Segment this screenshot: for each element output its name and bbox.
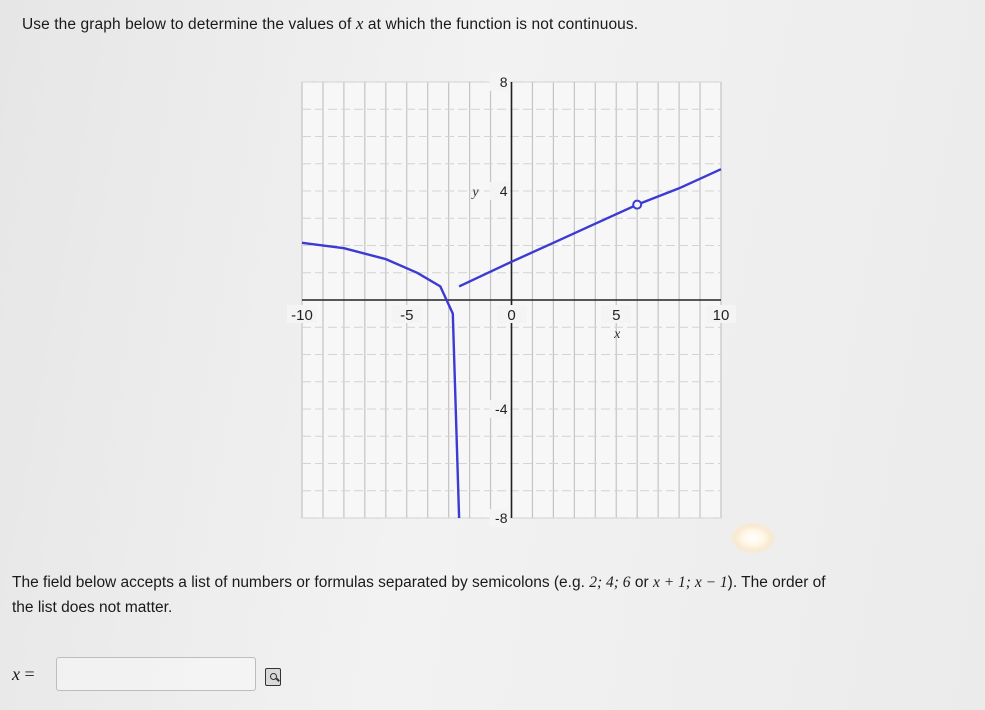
preview-icon[interactable] xyxy=(265,668,281,686)
y-tick-label: 4 xyxy=(499,183,508,199)
x-tick-label: -5 xyxy=(400,307,414,324)
instructions-line1-end: ). The order of xyxy=(727,574,826,591)
answer-label-equals: = xyxy=(20,664,35,684)
answer-label-variable: x xyxy=(12,664,20,684)
x-axis-label: x xyxy=(614,327,621,342)
instructions-example-numbers: 2; 4; 6 xyxy=(589,574,631,591)
question-variable: x xyxy=(355,14,364,33)
question-text-after: at which the function is not continuous. xyxy=(363,16,639,33)
open-point xyxy=(633,201,641,209)
y-tick-label: -8 xyxy=(495,510,508,526)
instructions-line2: the list does not matter. xyxy=(12,599,173,616)
x-tick-label: 5 xyxy=(612,307,621,324)
question-text-before: Use the graph below to determine the values of xyxy=(22,16,356,33)
x-tick-label: 10 xyxy=(712,307,730,324)
y-tick-label: -4 xyxy=(495,401,508,417)
y-tick-label: 8 xyxy=(499,74,508,90)
x-tick-label: -10 xyxy=(291,307,313,324)
answer-input[interactable] xyxy=(56,657,256,691)
answer-label xyxy=(12,664,35,685)
x-tick-label: 0 xyxy=(507,307,516,324)
instructions-line1: The field below accepts a list of numbers or formulas separated by semicolons (e.g. xyxy=(12,574,590,591)
instructions-example-formulas: x + 1; x − 1 xyxy=(652,574,728,591)
y-axis-label: y xyxy=(472,185,479,200)
instructions-or: or xyxy=(630,574,653,591)
screen-glare xyxy=(730,522,776,554)
instructions-text xyxy=(12,570,982,620)
